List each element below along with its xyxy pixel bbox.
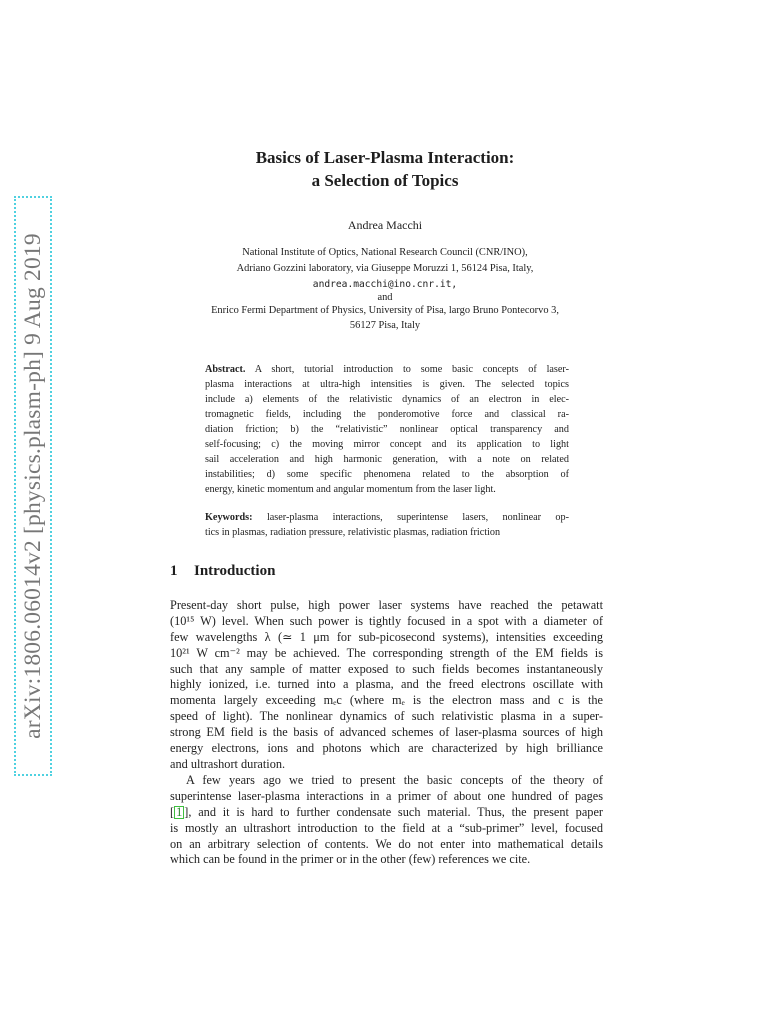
keywords-line: tics in plasmas, radiation pressure, relativistic plasmas, radiation friction <box>205 527 501 538</box>
affiliation-line-5: 56127 Pisa, Italy <box>349 320 421 331</box>
abstract-line: include a) elements of the relativistic dynamics of an electron in elec- <box>205 394 569 405</box>
paper-title-line-1: Basics of Laser-Plasma Interaction: <box>255 148 515 167</box>
body-line: few wavelengths λ (≃ 1 μm for sub-picosecond systems), intensities exceeding <box>170 629 603 644</box>
body-line: superintense laser-plasma interactions in a primer of about one hundred of pages <box>170 788 603 803</box>
abstract-line: energy, kinetic momentum and angular momentum from the laser light. <box>205 484 496 495</box>
body-line: on an arbitrary selection of contents. We do not enter into mathematical details <box>170 836 603 851</box>
section-number: 1 <box>170 563 178 579</box>
body-line: Present-day short pulse, high power laser systems have reached the petawatt <box>170 598 603 612</box>
abstract-label: Abstract. <box>205 364 246 375</box>
body-line: energy electrons, ions and photons which are characterized by high brilliance <box>170 741 603 756</box>
abstract-line: self-focusing; c) the moving mirror concept and its application to light <box>205 439 569 450</box>
author-name: Andrea Macchi <box>347 218 423 232</box>
arxiv-stamp-container <box>14 196 52 776</box>
body-line-text: , and it is hard to further condensate such material. Thus, the present paper <box>188 804 603 819</box>
body-line: highly ionized, i.e. turned into a plasma, and the freed electrons oscillate with <box>170 677 603 692</box>
keywords-label: Keywords: <box>205 512 253 523</box>
body-line: 10²¹ W cm⁻² may be achieved. The corresponding strength of the EM fields is <box>170 645 603 660</box>
keywords-line <box>205 510 569 525</box>
body-line: momenta largely exceeding mₑc (where mₑ is the electron mass and c is the <box>170 693 603 708</box>
body-line: A few years ago we tried to present the basic concepts of the theory of <box>186 773 603 787</box>
affiliation-line-4: Enrico Fermi Department of Physics, University of Pisa, largo Bruno Pontecorvo 3, <box>211 305 559 316</box>
keywords-text: laser-plasma interactions, superintense lasers, nonlinear op- <box>266 512 569 523</box>
abstract-line: plasma interactions at ultra-high intensities is given. The selected topics <box>205 379 569 390</box>
paper-title-line-2: a Selection of Topics <box>311 171 459 190</box>
abstract-line: sail acceleration and high harmonic generation, with a note on related <box>205 454 569 465</box>
abstract-line <box>205 362 569 377</box>
body-line: such that any sample of matter exposed to such fields becomes instantaneously <box>170 661 603 676</box>
body-line: is mostly an ultrashort introduction to the field at a “sub-primer” level, focused <box>170 820 603 835</box>
affiliation-and: and <box>377 292 393 303</box>
body-line: speed of light). The nonlinear dynamics of such relativistic plasma in a super- <box>170 709 603 724</box>
affiliation-line-1: National Institute of Optics, National Research Council (CNR/INO), <box>242 247 528 258</box>
body-line: which can be found in the primer or in the other (few) references we cite. <box>170 852 531 867</box>
abstract-line: instabilities; d) some specific phenomena related to the absorption of <box>205 469 569 480</box>
author-email-link[interactable]: andrea.macchi@ino.cnr.it, <box>312 279 458 290</box>
abstract-line: diation friction; b) the “relativistic” nonlinear optical transparency and <box>205 424 569 435</box>
intro-paragraph-2 <box>170 773 603 868</box>
body-line: strong EM field is the basis of advanced schemes of laser-plasma sources of high <box>170 725 603 740</box>
body-line: [ 1 ], and it is hard to further condensate such material. Thus, the present paper <box>170 804 603 819</box>
abstract-line: tromagnetic fields, including the ponderomotive force and classical ra- <box>205 409 569 420</box>
section-heading <box>170 563 275 580</box>
citation-link[interactable]: 1 <box>176 804 183 819</box>
arxiv-identifier-stamp[interactable]: arXiv:1806.06014v2 [physics.plasm-ph] 9 Aug 2019 <box>14 196 52 776</box>
abstract-block <box>205 362 569 497</box>
section-title: Introduction <box>194 563 276 579</box>
affiliation-line-2: Adriano Gozzini laboratory, via Giuseppe Moruzzi 1, 56124 Pisa, Italy, <box>236 263 534 274</box>
body-line: (10¹⁵ W) level. When such power is tightly focused in a spot with a diameter of <box>170 613 603 628</box>
abstract-text: A short, tutorial introduction to some basic concepts of laser- <box>254 364 569 375</box>
body-line: and ultrashort duration. <box>170 756 286 771</box>
intro-paragraph-1 <box>170 598 603 773</box>
keywords-block <box>205 510 569 540</box>
